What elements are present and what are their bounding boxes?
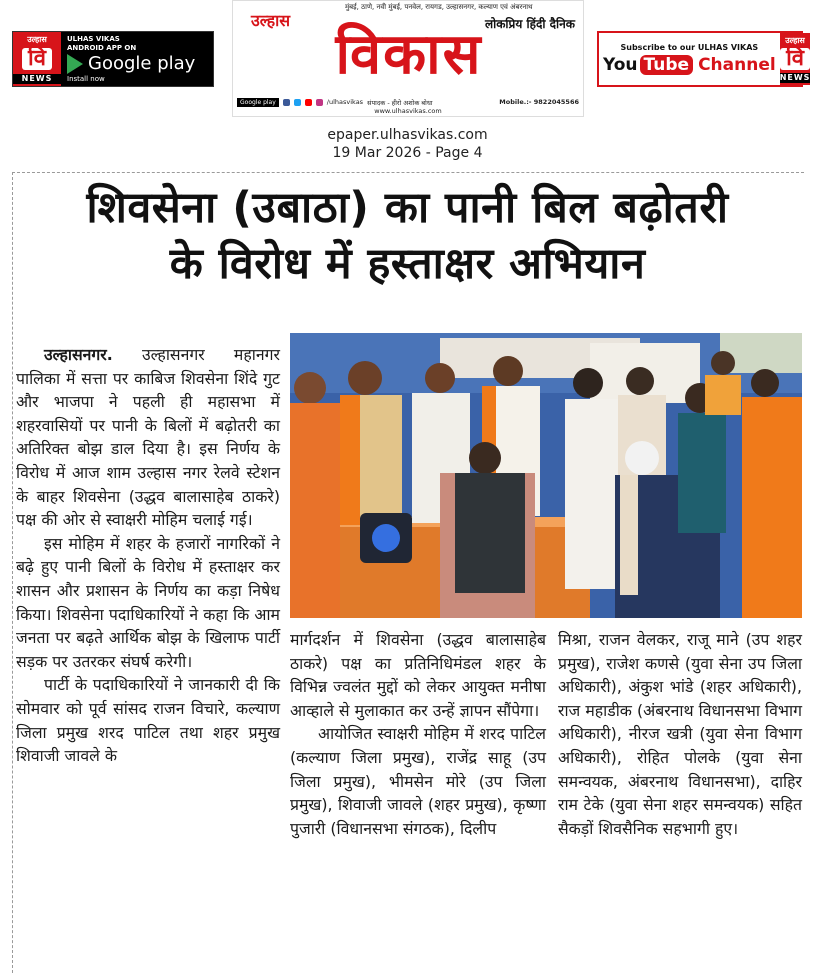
- signature-campaign-photo: [290, 333, 802, 618]
- article-paragraph: आयोजित स्वाक्षरी मोहिम में शरद पाटिल (कल्याण जिला प्रमुख), राजेंद्र साहू (उप जिला प्रमुख), भीमसेन मोरे (उप जिला प्रमुख), शिवाजी जावले (शहर प्रमुख), कृष्णा पुजारी (विधानसभा संगठक), दिलीप: [290, 724, 546, 838]
- article-paragraph: मिश्रा, राजन वेलकर, राजू माने (उप शहर प्रमुख), राजेश कणसे (युवा सेना उप जिला अधिकारी), अंकुश भांडे (शहर अधिकारी), राज महाडीक (अंबरनाथ विधानसभा विभाग अधिकारी), नीरज खत्री (युवा सेना विभाग अधिकारी), रोहित पोलके (युवा सेना समन्वयक, अंबरनाथ विधानसभा), दाहिर राम टेके (युवा सेना शहर समन्वयक) सहित सैकड़ों शिवसैनिक सहभागी हुए।: [558, 630, 802, 838]
- google-play-label: ULHAS VIKAS ANDROID APP ON Google play Install now: [67, 34, 196, 83]
- youtube-label: Subscribe to our ULHAS VIKAS You Tube Channel: [603, 43, 776, 75]
- newspaper-masthead: [232, 0, 584, 117]
- edition-info: [0, 126, 815, 162]
- dateline: उल्हासनगर.: [44, 345, 113, 364]
- headline-line-2: के विरोध में हस्ताक्षर अभियान: [169, 239, 646, 289]
- masthead-website: www.ulhasvikas.com: [374, 107, 442, 115]
- article-paragraph: इस मोहिम में शहर के हजारों नागरिकों ने बढ़े हुए पानी बिलों के विरोध में हस्ताक्षर कर शासन और प्रशासन के निर्णय का कड़ा निषेध किया। शिवसेना पदाधिकारियों ने कहा कि आम जनता पर बढ़ते आर्थिक बोझ के खिलाफ पार्टी सड़क पर उतरकर संघर्ष करेगी।: [16, 533, 280, 671]
- article-column-3: [558, 628, 802, 840]
- masthead-title: विकास: [335, 21, 483, 87]
- edition-date: 19 Mar 2026 - Page 4: [332, 145, 483, 161]
- article-headline: [12, 180, 803, 292]
- article-column-2: [290, 628, 546, 840]
- google-play-icon: [67, 54, 83, 74]
- epaper-url[interactable]: epaper.ulhasvikas.com: [327, 127, 488, 143]
- android-app-badge[interactable]: [12, 31, 214, 87]
- twitter-icon: [294, 99, 301, 106]
- masthead-slogan: लोकप्रिय हिंदी दैनिक: [484, 17, 575, 31]
- ulhas-vikas-news-logo: उल्हास वि NEWS: [13, 32, 61, 86]
- ulhas-vikas-news-logo: उल्हास वि NEWS: [780, 33, 811, 85]
- masthead-info-bar: Google play /ulhasvikas संपादक - हीरो अशोक बोधा Mobile.:- 9822045566: [233, 95, 583, 109]
- facebook-icon: [283, 99, 290, 106]
- headline-line-1: शिवसेना (उबाठा) का पानी बिल बढ़ोतरी: [86, 183, 729, 233]
- article-paragraph: उल्हासनगर. उल्हासनगर महानगर पालिका में सत्ता पर काबिज शिवसेना शिंदे गुट और भाजपा ने पहली ही महासभा में शहरवासियों पर पानी के बिलों में बढ़ोतरी का अतिरिक्त बोझ डाल दिया है। इस निर्णय के विरोध में आज शाम उल्हास नगर रेलवे स्टेशन के बाहर शिवसेना (उद्धव बालासाहेब ठाकरे) पक्ष की ओर से स्वाक्षरी मोहिम चलाई गई।: [16, 345, 280, 530]
- article-column-1: [16, 343, 280, 768]
- youtube-logo-icon: Tube: [640, 55, 694, 75]
- youtube-channel-badge[interactable]: [597, 31, 811, 87]
- instagram-icon: [316, 99, 323, 106]
- article-photo: [290, 333, 802, 618]
- masthead-cities: मुंबई, ठाणे, नवी मुंबई, पनवेल, रायगड, उल्हासनगर, कल्याण एवं अंबरनाथ: [345, 3, 533, 11]
- article-paragraph: मार्गदर्शन में शिवसेना (उद्धव बालासाहेब ठाकरे) पक्ष का प्रतिनिधिमंडल शहर के विभिन्न ज्वलंत मुद्दों को लेकर आयुक्त मनीषा आव्हाले से मुलाकात कर उन्हें ज्ञापन सौंपेगा।: [290, 630, 546, 720]
- masthead-small-title: उल्हास: [251, 11, 291, 30]
- youtube-icon: [305, 99, 312, 106]
- article-paragraph: पार्टी के पदाधिकारियों ने जानकारी दी कि सोमवार को पूर्व सांसद राजन विचारे, कल्याण जिला प्रमुख शरद पाटिल तथा शहर प्रमुख शिवाजी जावले के: [16, 675, 280, 766]
